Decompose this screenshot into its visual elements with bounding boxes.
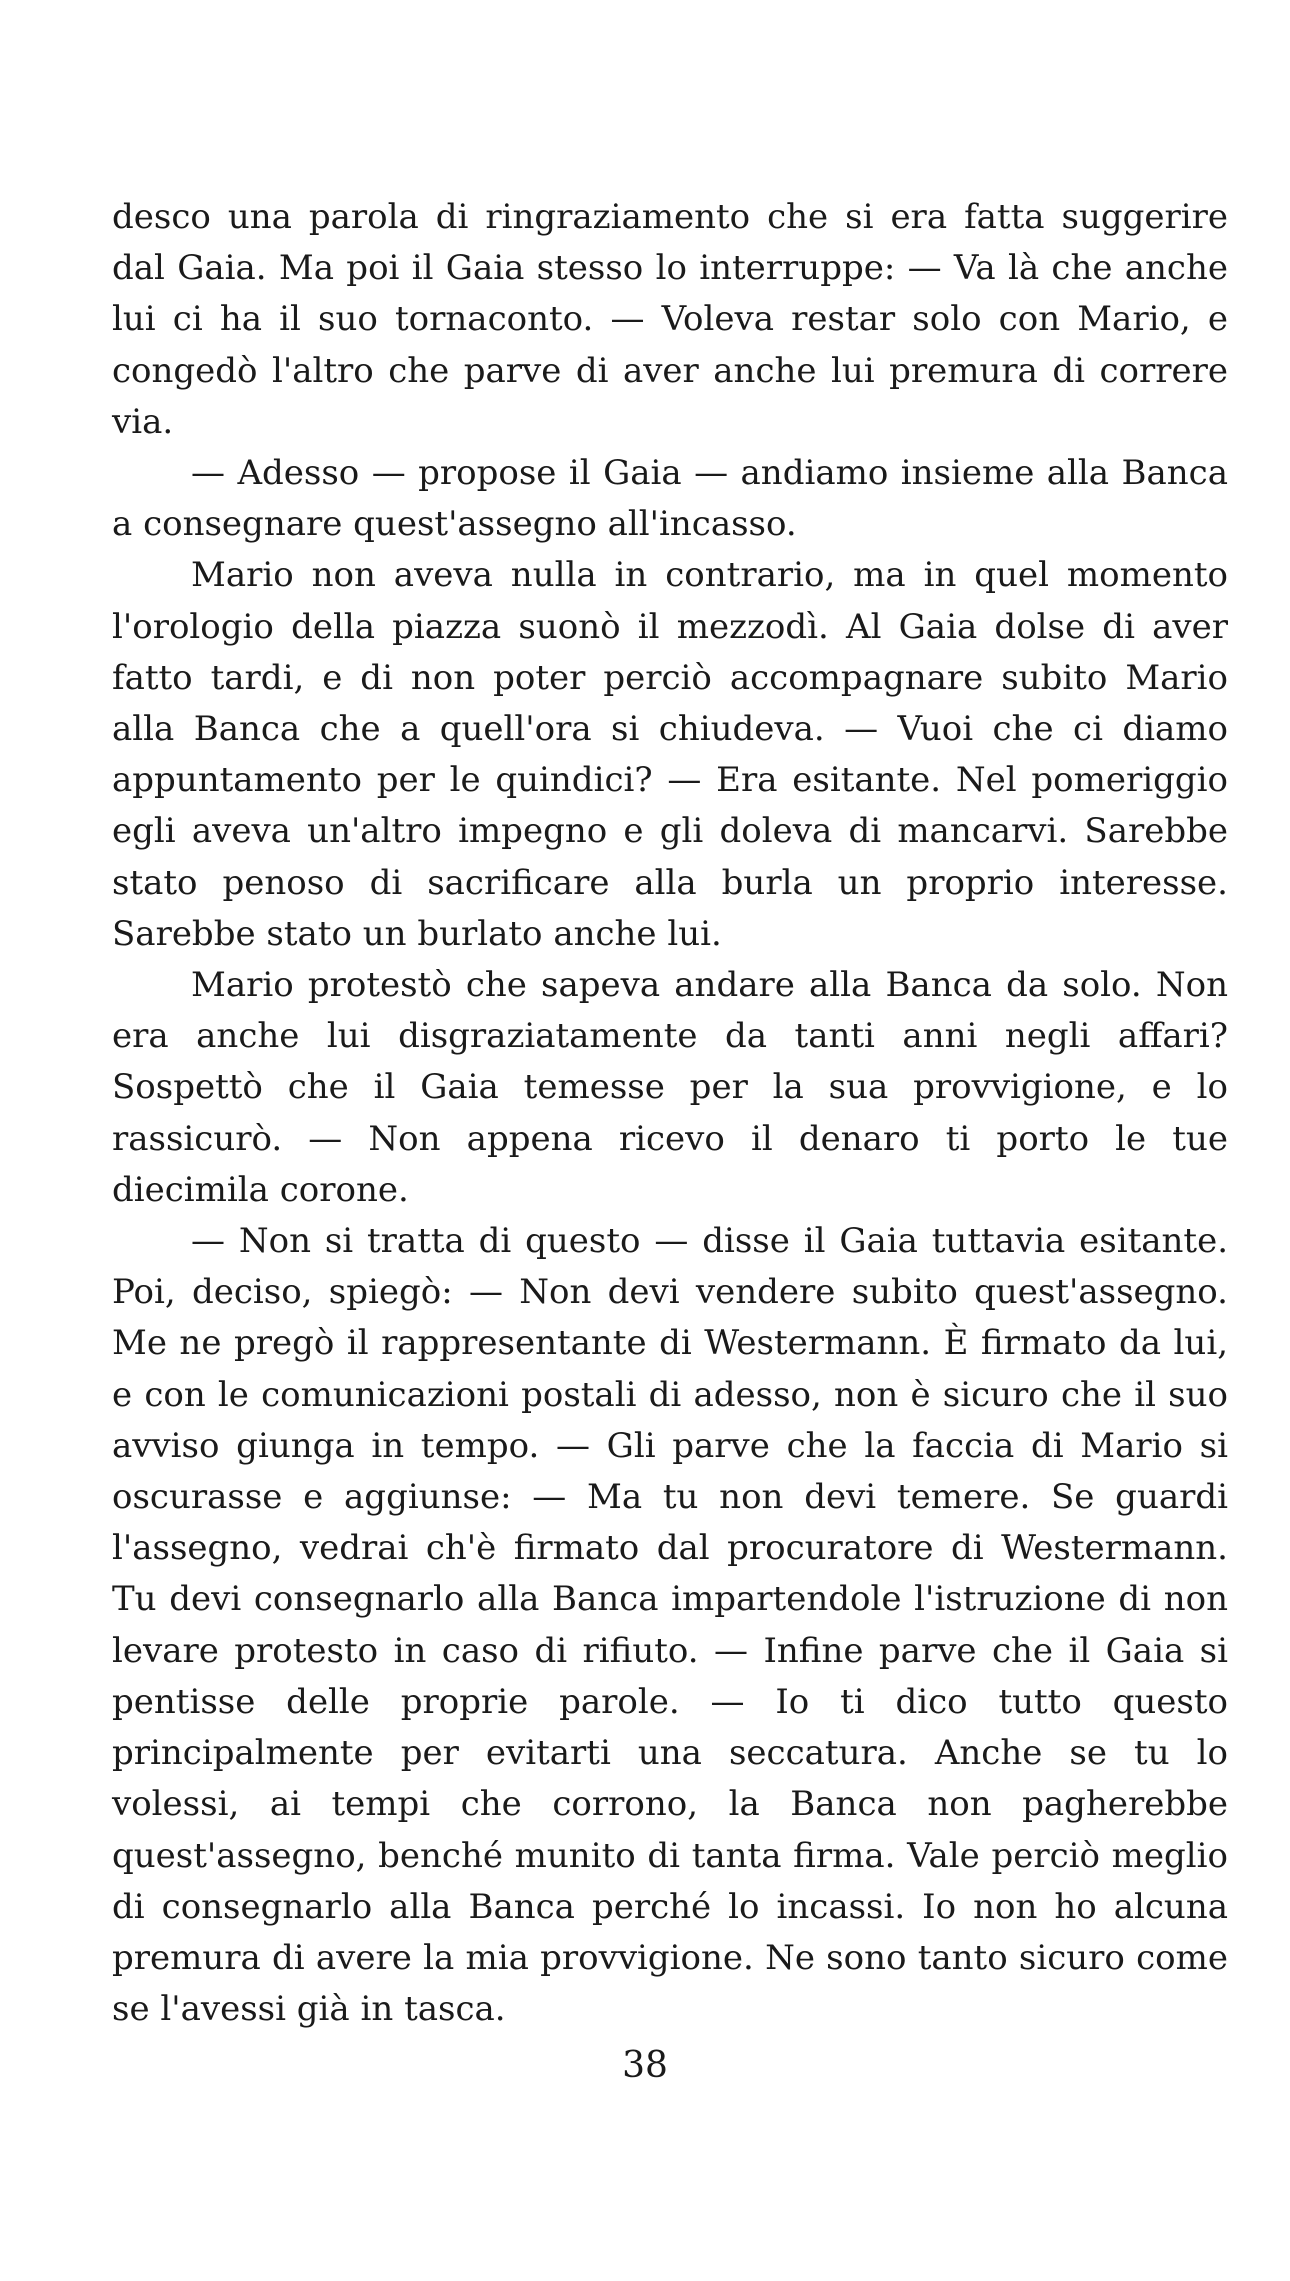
paragraph: — Non si tratta di questo — disse il Gaia tuttavia esitante. Poi, deciso, spiegò: — Non devi vendere subito quest'assegno. Me ne pregò il rappresentante di Westermann. È firmato da lui, e con le comunicazioni postali di adesso, non è sicuro che il suo avviso giunga in tempo. — Gli parve che la faccia di Mario si oscurasse e aggiunse: — Ma tu non devi temere. Se guardi l'assegno, vedrai ch'è firmato dal procuratore di Westermann. Tu devi consegnarlo alla Banca impartendole l'istruzione di non levare protesto in caso di rifiuto. — Infine parve che il Gaia si pentisse delle proprie parole. — Io ti dico tutto questo principalmente per evitarti una seccatura. Anche se tu lo volessi, ai tempi che corrono, la Banca non pagherebbe quest'assegno, benché munito di tanta firma. Vale perciò meglio di consegnarlo alla Banca perché lo incassi. Io non ho alcuna premura di avere la mia provvigione. Ne sono tanto sicuro come se l'avessi già in tasca. <box>112 1221 1228 2030</box>
paragraph: Mario non aveva nulla in contrario, ma in quel momento l'orologio della piazza suonò il mezzodì. Al Gaia dolse di aver fatto tardi, e di non poter perciò accompagnare subito Mario alla Banca che a quell'ora si chiudeva. — Vuoi che ci diamo appuntamento per le quindici? — Era esitante. Nel pomeriggio egli aveva un'altro impegno e gli doleva di mancarvi. Sarebbe stato penoso di sacrificare alla burla un proprio interesse. Sarebbe stato un burlato anche lui. <box>112 555 1228 954</box>
body-text <box>112 192 1228 2035</box>
paragraph-continued: desco una parola di ringraziamento che si era fatta suggerire dal Gaia. Ma poi il Gaia stesso lo interruppe: — Va là che anche lui ci ha il suo tornaconto. — Voleva restar solo con Mario, e congedò l'altro che parve di aver anche lui premura di correre via. <box>112 197 1228 442</box>
paragraph: Mario protestò che sapeva andare alla Banca da solo. Non era anche lui disgraziatamente da tanti anni negli affari? Sospettò che il Gaia temesse per la sua provvigione, e lo rassicurò. — Non appena ricevo il denaro ti porto le tue diecimila corone. <box>112 965 1228 1210</box>
page-number: 38 <box>622 2045 668 2086</box>
paragraph: — Adesso — propose il Gaia — andiamo insieme alla Banca a consegnare quest'assegno all'incasso. <box>112 453 1228 545</box>
